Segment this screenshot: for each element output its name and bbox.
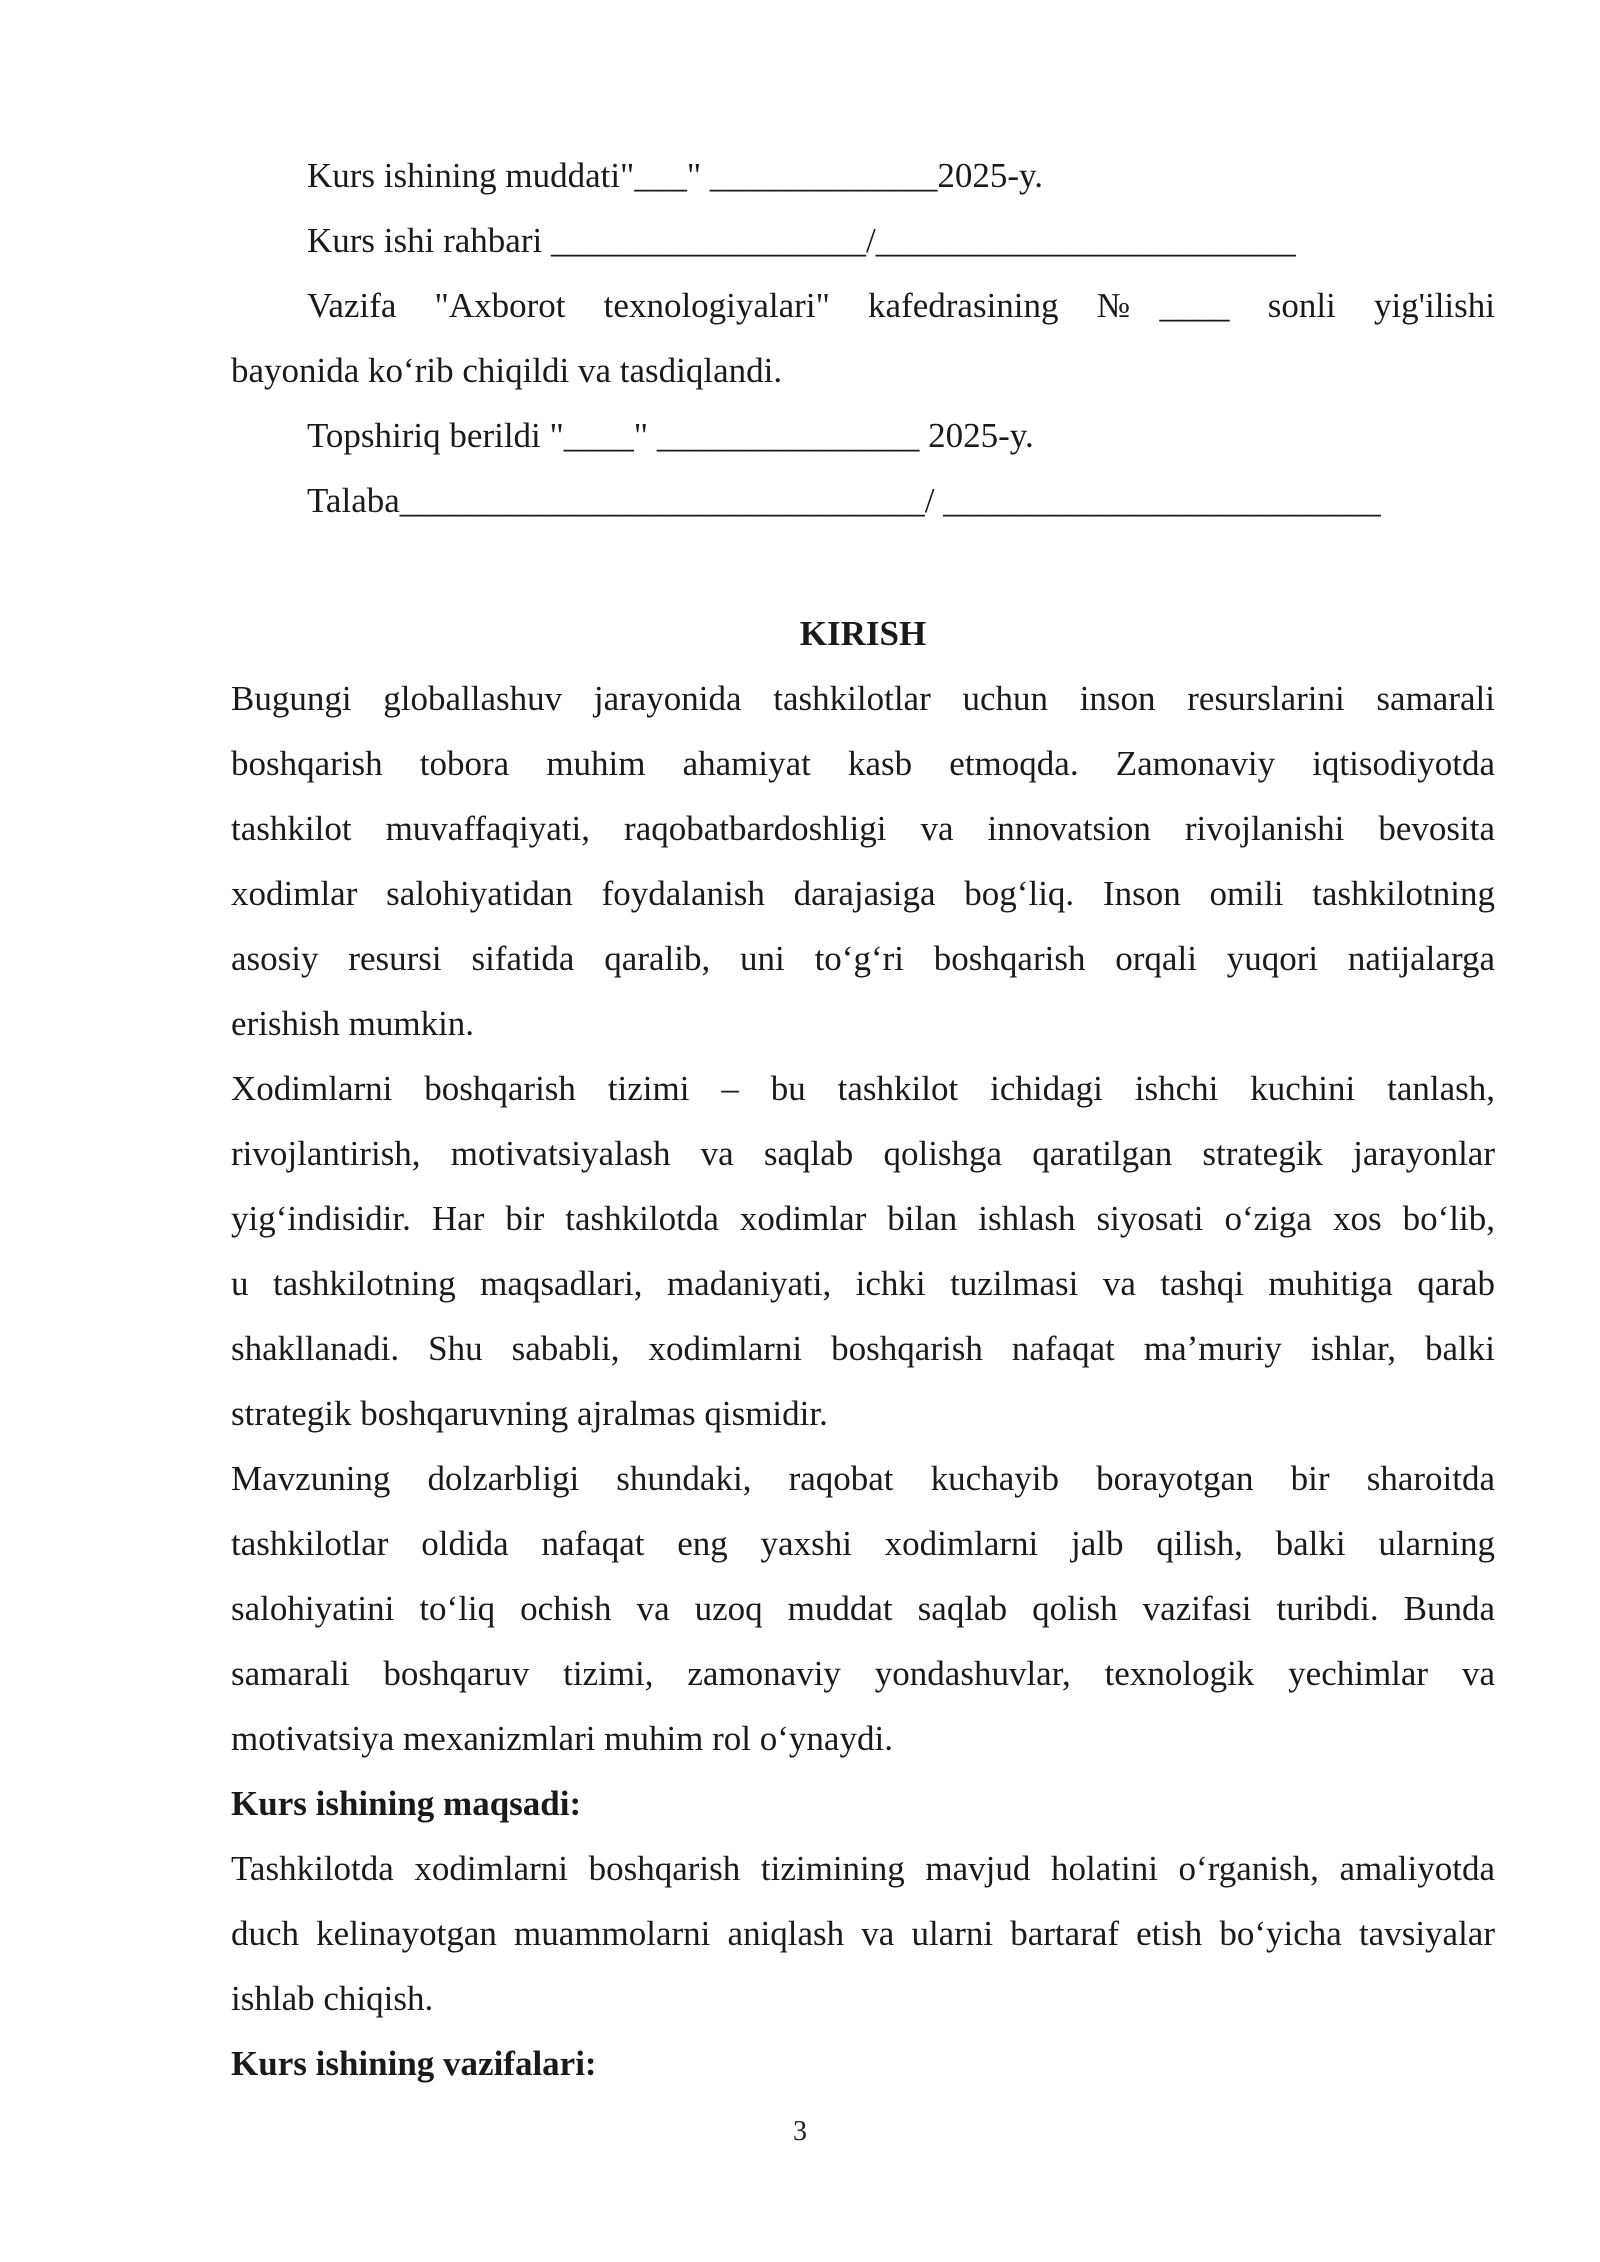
- paragraph-line: tashkilotlar oldida nafaqat eng yaxshi xodimlarni jalb qilish, balki ularning: [231, 1524, 1495, 1563]
- page-number: 3: [793, 2116, 807, 2147]
- assignment-line: Vazifa "Axborot texnologiyalari" kafedrasining №____ sonli yig'ilishi: [307, 286, 1495, 325]
- paragraph-line: ishlab chiqish.: [231, 1979, 434, 2018]
- paragraph-line: Mavzuning dolzarbligi shundaki, raqobat kuchayib borayotgan bir sharoitda: [231, 1459, 1495, 1498]
- paragraph-line: boshqarish tobora muhim ahamiyat kasb etmoqda. Zamonaviy iqtisodiyotda: [231, 744, 1495, 783]
- paragraph-line: shakllanadi. Shu sababli, xodimlarni boshqarish nafaqat maʼmuriy ishlar, balki: [231, 1329, 1495, 1368]
- paragraph-line: erishish mumkin.: [231, 1004, 475, 1043]
- section-heading: KIRISH: [799, 614, 927, 653]
- paragraph-line: xodimlar salohiyatidan foydalanish darajasiga bogʻliq. Inson omili tashkilotning: [231, 874, 1495, 913]
- paragraph-line: samarali boshqaruv tizimi, zamonaviy yondashuvlar, texnologik yechimlar va: [231, 1654, 1495, 1693]
- paragraph-line: Bugungi globallashuv jarayonida tashkilotlar uchun inson resurslarini samarali: [231, 679, 1495, 718]
- assignment-line-continued: bayonida koʻrib chiqildi va tasdiqlandi.: [231, 351, 783, 390]
- paragraph-line: motivatsiya mexanizmlari muhim rol oʻynaydi.: [231, 1719, 893, 1758]
- paragraph-line: Xodimlarni boshqarish tizimi – bu tashkilot ichidagi ishchi kuchini tanlash,: [231, 1069, 1495, 1108]
- paragraph-line: duch kelinayotgan muammolarni aniqlash va ularni bartaraf etish boʻyicha tavsiyalar: [231, 1914, 1495, 1953]
- paragraph-line: u tashkilotning maqsadlari, madaniyati, ichki tuzilmasi va tashqi muhitiga qarab: [231, 1264, 1495, 1303]
- paragraph-line: asosiy resursi sifatida qaralib, uni toʻgʻri boshqarish orqali yuqori natijalarga: [231, 939, 1495, 978]
- tasks-heading: Kurs ishining vazifalari:: [231, 2044, 597, 2083]
- supervisor-line: Kurs ishi rahbari __________________/________________________: [307, 221, 1296, 260]
- goal-heading: Kurs ishining maqsadi:: [231, 1784, 582, 1823]
- paragraph-line: yigʻindisidir. Har bir tashkilotda xodimlar bilan ishlash siyosati oʻziga xos boʻlib,: [231, 1199, 1495, 1238]
- paragraph-line: salohiyatini toʻliq ochish va uzoq muddat saqlab qolish vazifasi turibdi. Bunda: [231, 1589, 1495, 1628]
- paragraph-line: rivojlantirish, motivatsiyalash va saqlab qolishga qaratilgan strategik jarayonlar: [231, 1134, 1495, 1173]
- paragraph-line: strategik boshqaruvning ajralmas qismidir.: [231, 1394, 828, 1433]
- paragraph-line: Tashkilotda xodimlarni boshqarish tizimining mavjud holatini oʻrganish, amaliyotda: [231, 1849, 1495, 1888]
- paragraph-line: tashkilot muvaffaqiyati, raqobatbardoshligi va innovatsion rivojlanishi bevosita: [231, 809, 1495, 848]
- issued-line: Topshiriq berildi "____" _______________ 2025-y.: [307, 416, 1034, 455]
- student-line: Talaba______________________________/ _________________________: [307, 481, 1381, 520]
- deadline-line: Kurs ishining muddati"___" _____________2025-y.: [307, 156, 1044, 195]
